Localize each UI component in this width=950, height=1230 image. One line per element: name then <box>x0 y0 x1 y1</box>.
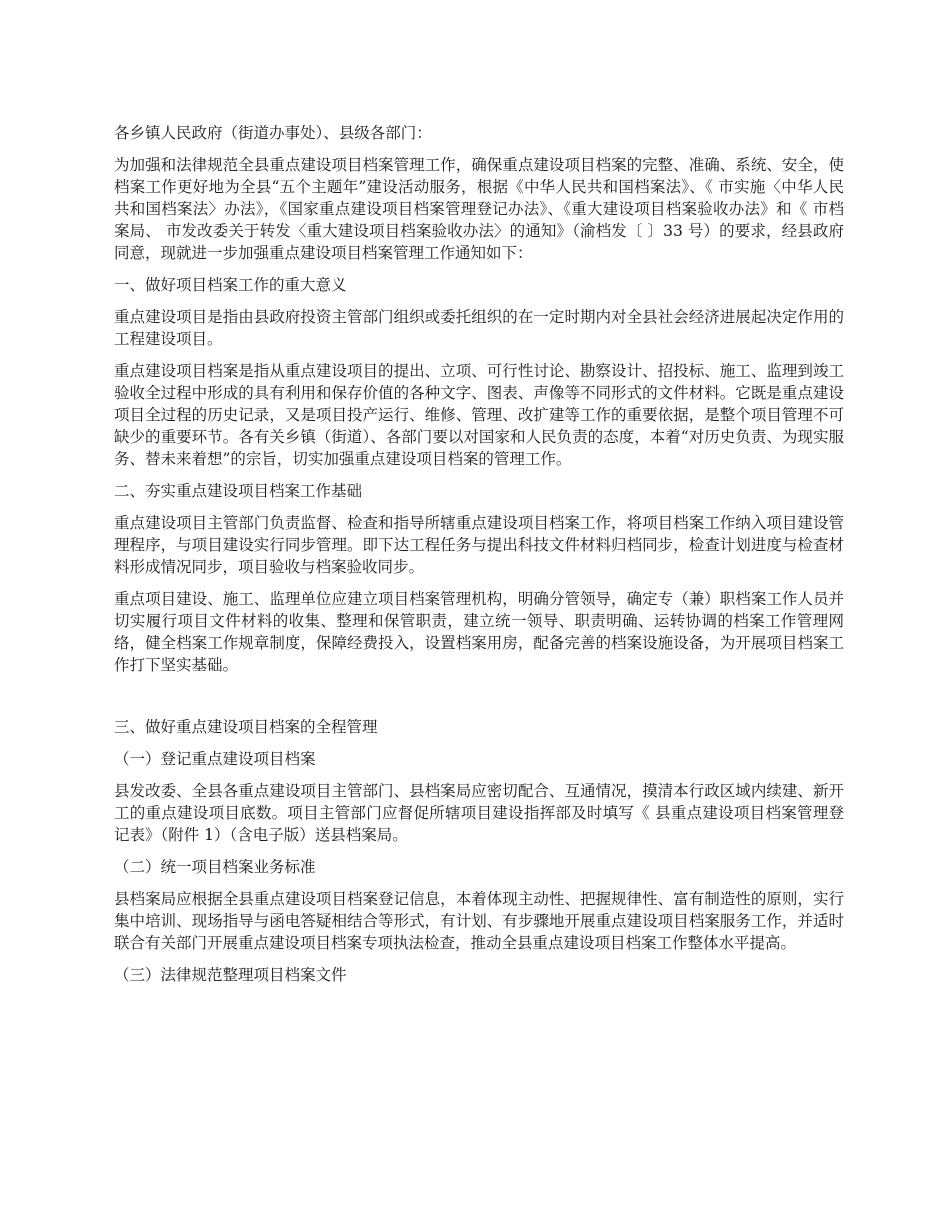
body-paragraph: 重点项目建设、施工、监理单位应建立项目档案管理机构，明确分管领导，确定专（兼）职档案工作人员并切实履行项目文件材料的收集、整理和保管职责，建立统一领导、职责明确、运转协调的档案工作管理网络，健全档案工作规章制度，保障经费投入，设置档案用房，配备完善的档案设施设备，为开展项目档案工作打下坚实基础。 <box>114 590 844 674</box>
intro-paragraph: 为加强和法律规范全县重点建设项目档案管理工作，确保重点建设项目档案的完整、准确、系统、安全，使档案工作更好地为全县“五个主题年”建设活动服务，根据《中华人民共和国档案法》、《 市实施〈中华人民共和国档案法〉办法》，《国家重点建设项目档案管理登记办法》、《重大建设项目档案验收办法》和《 市档案局、 市发改委关于转发〈重大建设项目档案验收办法〉的通知》（渝档发〔 〕33 号）的要求，经县政府同意，现就进一步加强重点建设项目档案管理工作通知如下： <box>114 156 844 262</box>
section-heading-1: 一、做好项目档案工作的重大意义 <box>114 276 347 294</box>
body-paragraph: 县档案局应根据全县重点建设项目档案登记信息，本着体现主动性、把握规律性、富有制造性的原则，实行集中培训、现场指导与函电答疑相结合等形式，有计划、有步骤地开展重点建设项目档案服务工作，并适时联合有关部门开展重点建设项目档案专项执法检查，推动全县重点建设项目档案工作整体水平提高。 <box>114 890 844 952</box>
body-paragraph: 重点建设项目是指由县政府投资主管部门组织或委托组织的在一定时期内对全县社会经济进展起决定作用的工程建设项目。 <box>114 308 844 348</box>
subsection-heading-3: （三）法律规范整理项目档案文件 <box>114 966 347 984</box>
subsection-heading-2: （二）统一项目档案业务标准 <box>114 858 316 876</box>
salutation: 各乡镇人民政府（街道办事处）、县级各部门： <box>114 124 432 142</box>
section-heading-2: 二、夯实重点建设项目档案工作基础 <box>114 482 363 500</box>
body-paragraph: 县发改委、全县各重点建设项目主管部门、县档案局应密切配合、互通情况，摸清本行政区域内续建、新开工的重点建设项目底数。项目主管部门应督促所辖项目建设指挥部及时填写《 县重点建设项目档案管理登记表》（附件 1）（含电子版）送县档案局。 <box>114 782 844 844</box>
body-paragraph: 重点建设项目主管部门负责监督、检查和指导所辖重点建设项目档案工作，将项目档案工作纳入项目建设管理程序，与项目建设实行同步管理。即下达工程任务与提出科技文件材料归档同步，检查计划进度与检查材料形成情况同步，项目验收与档案验收同步。 <box>114 514 844 576</box>
document-body <box>114 122 844 996</box>
subsection-heading-1: （一）登记重点建设项目档案 <box>114 750 316 768</box>
section-heading-3: 三、做好重点建设项目档案的全程管理 <box>114 718 378 736</box>
body-paragraph: 重点建设项目档案是指从重点建设项目的提出、立项、可行性讨论、勘察设计、招投标、施工、监理到竣工验收全过程中形成的具有利用和保存价值的各种文字、图表、声像等不同形式的文件材料。它既是重点建设项目全过程的历史记录，又是项目投产运行、维修、管理、改扩建等工作的重要依据，是整个项目管理不可缺少的重要环节。各有关乡镇（街道）、各部门要以对国家和人民负责的态度，本着“对历史负责、为现实服务、替未来着想”的宗旨，切实加强重点建设项目档案的管理工作。 <box>114 362 844 468</box>
